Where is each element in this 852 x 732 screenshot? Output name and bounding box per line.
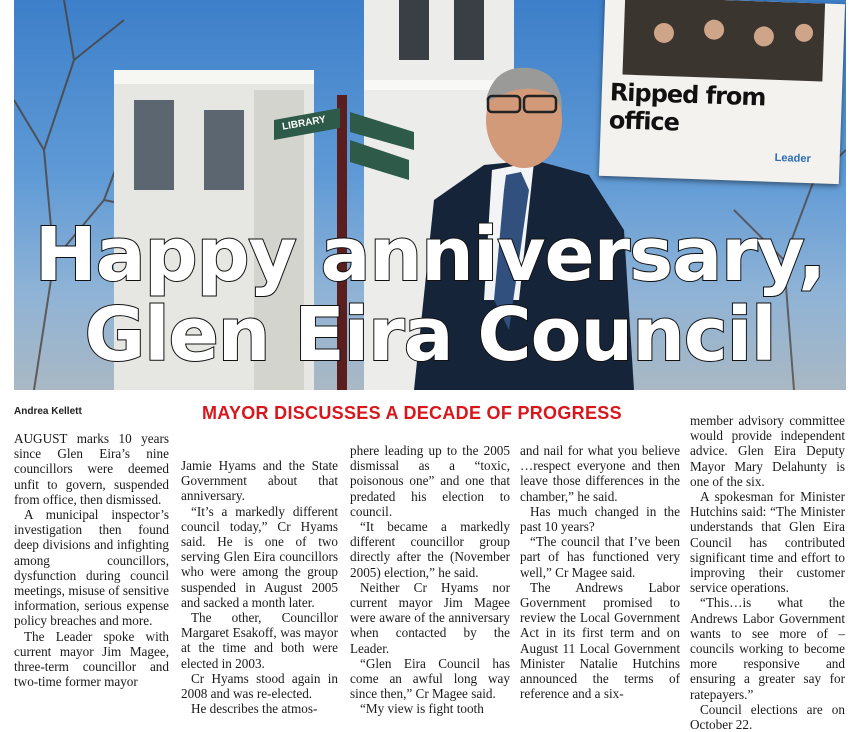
article-column-2 (181, 458, 338, 716)
paragraph: Cr Hyams stood again in 2008 and was re-elected. (181, 670, 338, 702)
paragraph: The other, Councillor Margaret Esakoff, was mayor at the time and both were elected in 2003. (181, 610, 338, 671)
paragraph: He describes the atmos- (191, 701, 318, 717)
library-sign-label: LIBRARY (281, 114, 327, 133)
paragraph: The Leader spoke with current mayor Jim Magee, three-term councillor and two-time former mayor (14, 628, 169, 690)
paragraph: “Glen Eira Council has come an awful long way since then,” Cr Magee said. (350, 655, 510, 702)
paragraph: A municipal inspector’s investigation then found deep divisions and infighting among councillors, dysfunction during council meetings, misuse of sensitive information, serious expense policy breaches and more. (14, 507, 169, 629)
paragraph: “It’s a markedly different council today,” Cr Hyams said. He is one of two serving Glen Eira councillors who were among the group suspended in August 2005 and sacked a month later. (181, 503, 338, 610)
paragraph: and nail for what you believe …respect everyone and then leave those differences in the chamber,” he said. (520, 443, 680, 504)
paragraph: “This…is what the Andrews Labor Government wants to see more of – councils working to become more responsive and ensuring a greater say for ratepayers.” (690, 595, 845, 702)
article-column-5 (690, 413, 845, 732)
paragraph: phere leading up to the 2005 dismissal as a “toxic, poisonous one” and one that predated his election to council. (350, 443, 510, 519)
clipping-headline: Ripped from office (608, 78, 766, 137)
byline: Andrea Kellett (14, 406, 82, 417)
headline-line-2: Glen Eira Council (84, 292, 776, 378)
article-column-3 (350, 443, 510, 717)
paragraph: Neither Cr Hyams nor current mayor Jim Magee were aware of the anniversary when contacted by the Leader. (350, 579, 510, 656)
article-column-4 (520, 443, 680, 701)
article-column-1 (14, 431, 169, 689)
paragraph: “It became a markedly different councillor group directly after the (November 2005) election,” he said. (350, 519, 510, 580)
clipping-photo (602, 0, 845, 84)
headline-line-1: Happy anniversary, (34, 212, 826, 298)
paragraph: “The council that I’ve been part of has functioned very well,” Cr Magee said. (520, 534, 680, 580)
paragraph: Jamie Hyams and the State Government about that anniversary. (181, 458, 338, 504)
paragraph: member advisory committee would provide independent advice. Glen Eira Deputy Mayor Mary Delahunty is one of the six. (690, 413, 845, 489)
clipping-logo: Leader (774, 151, 811, 166)
paragraph: “My view is fight tooth (360, 701, 484, 717)
subheading: MAYOR DISCUSSES A DECADE OF PROGRESS (202, 403, 622, 423)
paragraph: A spokesman for Minister Hutchins said: “The Minister understands that Glen Eira Council has contributed significant time and effort to improving their customer service operations. (690, 489, 845, 596)
paragraph: Has much changed in the past 10 years? (520, 503, 680, 535)
paragraph: The Andrews Labor Government promised to review the Local Government Act in its first term and on August 11 Local Government Minister Natalie Hutchins announced the terms of reference and a six- (520, 579, 680, 702)
paragraph: AUGUST marks 10 years since Glen Eira’s nine councillors were deemed unfit to govern, suspended from office, then dismissed. (14, 431, 169, 507)
hero-photo (14, 0, 846, 390)
newspaper-clipping (599, 0, 845, 184)
paragraph: Council elections are on October 22. (690, 701, 845, 732)
